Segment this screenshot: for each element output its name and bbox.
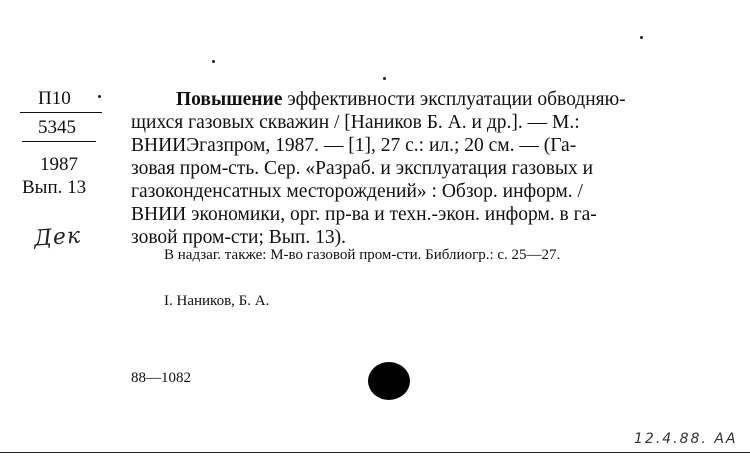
card-number: 88—1082 xyxy=(131,370,191,386)
shelf-issue: Вып. 13 xyxy=(22,177,87,198)
ink-speck xyxy=(212,60,215,63)
handwritten-date: 12.4.88. АА xyxy=(634,431,738,447)
entry-title-bold: Повышение xyxy=(176,89,283,110)
entry-note: В надзаг. также: М-во газовой пром-сти. Библиогр.: с. 25—27. xyxy=(164,247,561,263)
shelf-year: 1987 xyxy=(40,154,78,175)
ink-stamp xyxy=(368,362,410,400)
entry-line-6: ВНИИ экономики, орг. пр-ва и техн.-экон. информ. в га- xyxy=(131,204,597,225)
entry-line-7: зовой пром-сти; Вып. 13). xyxy=(131,227,346,248)
card-bottom-edge xyxy=(0,452,750,453)
author-tracing: I. Наников, Б. А. xyxy=(164,293,270,309)
entry-line-2: щихся газовых скважин / [Наников Б. А. и др.]. — М.: xyxy=(131,112,580,133)
shelf-rule-1 xyxy=(20,112,102,113)
ink-speck xyxy=(640,36,643,39)
shelf-code: П10 xyxy=(38,88,71,109)
entry-line-4: зовая пром-сть. Сер. «Разраб. и эксплуатация газовых и xyxy=(131,158,594,179)
entry-line-3: ВНИИЭгазпром, 1987. — [1], 27 с.: ил.; 20 см. — (Га- xyxy=(131,135,577,156)
entry-line-1-text: эффективности эксплуатации обводняю- xyxy=(287,89,626,110)
ink-speck xyxy=(98,95,101,98)
ink-speck xyxy=(383,77,386,80)
shelf-rule-2 xyxy=(22,141,96,142)
entry-line-1 xyxy=(176,88,626,111)
entry-line-5: газоконденсатных месторождений» : Обзор. информ. / xyxy=(131,181,583,202)
shelf-number: 5345 xyxy=(38,117,76,138)
handwritten-shelf-mark: Дек xyxy=(33,223,82,252)
